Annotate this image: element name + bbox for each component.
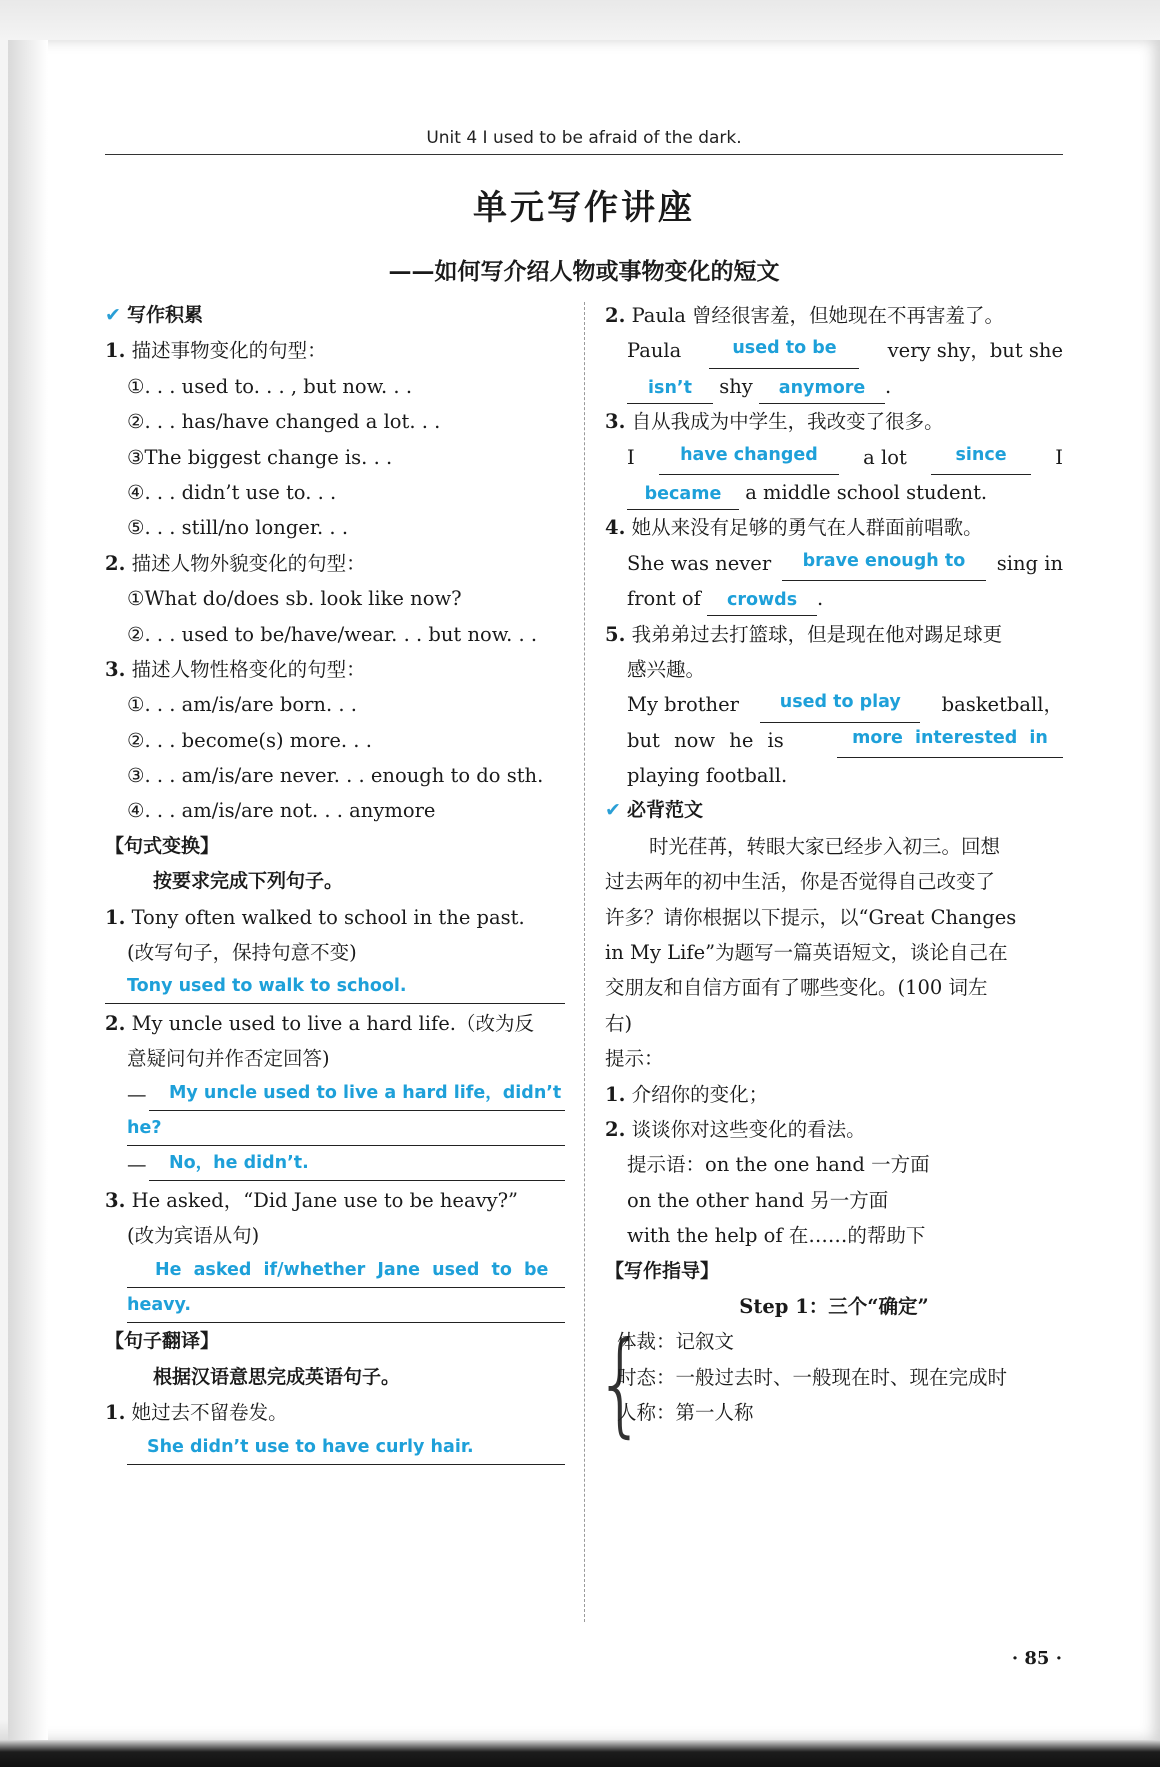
step-brace-group bbox=[595, 1318, 1063, 1449]
list-item: 2. 描述人物外貌变化的句型： bbox=[105, 551, 366, 575]
pattern-line: ④. . . am/is/are not. . . anymore bbox=[127, 799, 436, 823]
model-paragraph: 许多？请你根据以下提示，以“Great Changes bbox=[605, 905, 1017, 929]
pattern-line: ①What do/does sb. look like now? bbox=[127, 587, 462, 611]
hint-item: 1. 介绍你的变化； bbox=[605, 1082, 769, 1106]
checkmark-icon: ✔ bbox=[105, 304, 121, 326]
model-paragraph: 时光荏苒，转眼大家已经步入初三。回想 bbox=[649, 834, 1001, 858]
section-heading: ✔ 写作积累 bbox=[105, 298, 565, 333]
fill-line: playing football. bbox=[627, 764, 788, 788]
section-heading: 【写作指导】 bbox=[605, 1259, 720, 1282]
list-item: 1. 描述事物变化的句型： bbox=[105, 339, 327, 363]
column-divider bbox=[584, 302, 585, 1622]
exercise-question: 4. 她从来没有足够的勇气在人群面前唱歌。 bbox=[605, 516, 983, 540]
fill-line: but now he is more interested in bbox=[605, 723, 1063, 758]
pattern-line: ⑤. . . still/no longer. . . bbox=[127, 516, 349, 540]
answer-line: — My uncle used to live a hard life，didn’t bbox=[105, 1077, 565, 1112]
section-heading: 【句子翻译】 bbox=[105, 1330, 220, 1353]
step-item: 人称：第一人称 bbox=[617, 1401, 754, 1425]
answer-line: — No，he didn’t. bbox=[105, 1147, 565, 1182]
model-paragraph: 右) bbox=[605, 1011, 633, 1035]
phrase-hint: with the help of 在……的帮助下 bbox=[627, 1224, 926, 1248]
pattern-line: ②. . . used to be/have/wear. . . but now. . . bbox=[127, 622, 538, 646]
pattern-line: ②. . . become(s) more. . . bbox=[127, 728, 372, 752]
instruction: 按要求完成下列句子。 bbox=[153, 870, 344, 893]
exercise-question: 2. Paula 曾经很害羞，但她现在不再害羞了。 bbox=[605, 304, 1005, 327]
pattern-line: ③. . . am/is/are never. . . enough to do sth. bbox=[127, 764, 544, 788]
list-item: 3. 描述人物性格变化的句型： bbox=[105, 657, 366, 681]
exercise-question: 3. 自从我成为中学生，我改变了很多。 bbox=[605, 410, 944, 434]
model-paragraph: 过去两年的初中生活，你是否觉得自己改变了 bbox=[605, 870, 996, 894]
answer-line: heavy. bbox=[105, 1289, 565, 1324]
exercise-question: 2. My uncle used to live a hard life.（改为反 bbox=[105, 1011, 534, 1035]
instruction: 根据汉语意思完成英语句子。 bbox=[153, 1365, 401, 1388]
pattern-line: ①. . . am/is/are born. . . bbox=[127, 693, 357, 717]
exercise-question: 1. Tony often walked to school in the past. bbox=[105, 905, 525, 929]
exercise-note: 意疑问句并作否定回答) bbox=[127, 1047, 330, 1071]
page-subtitle: ——如何写介绍人物或事物变化的短文 bbox=[388, 258, 780, 285]
fill-line: Paula used to be very shy，but she bbox=[605, 333, 1063, 368]
fill-line: isn’t shy anymore . bbox=[605, 369, 1063, 404]
exercise-question: 1. 她过去不留卷发。 bbox=[105, 1401, 288, 1425]
pattern-line: ④. . . didn’t use to. . . bbox=[127, 480, 337, 504]
answer-line: He asked if/whether Jane used to be bbox=[105, 1254, 565, 1289]
pattern-line: ①. . . used to. . . , but now. . . bbox=[127, 374, 413, 398]
model-paragraph: in My Life”为题写一篇英语短文，谈论自己在 bbox=[605, 941, 1008, 965]
fill-line: became a middle school student. bbox=[605, 475, 1063, 510]
page-number: · 85 · bbox=[1011, 1648, 1062, 1669]
phrase-hint: 提示语：on the one hand 一方面 bbox=[627, 1153, 930, 1177]
exercise-question: 5. 我弟弟过去打篮球，但是现在他对踢足球更 bbox=[605, 622, 1003, 646]
exercise-question: 3. He asked，“Did Jane use to be heavy?” bbox=[105, 1188, 519, 1212]
page-title: 单元写作讲座 bbox=[473, 188, 695, 228]
fill-line: front of crowds . bbox=[605, 581, 1063, 616]
right-column bbox=[595, 298, 1063, 1449]
step-heading: Step 1：三个“确定” bbox=[739, 1294, 929, 1318]
step-item: 时态：一般过去时、一般现在时、现在完成时 bbox=[617, 1365, 1008, 1389]
header-rule bbox=[105, 154, 1063, 155]
checkmark-icon: ✔ bbox=[605, 799, 621, 822]
answer-line: She didn’t use to have curly hair. bbox=[105, 1431, 565, 1466]
section-heading: ✔ 必背范文 bbox=[605, 793, 1063, 828]
model-paragraph: 交朋友和自信方面有了哪些变化。(100 词左 bbox=[605, 976, 988, 1000]
hint-item: 2. 谈谈你对这些变化的看法。 bbox=[605, 1117, 866, 1141]
left-column bbox=[105, 298, 565, 1466]
fill-line: She was never brave enough to sing in bbox=[605, 546, 1063, 581]
section-heading: 【句式变换】 bbox=[105, 834, 220, 857]
pattern-line: ③The biggest change is. . . bbox=[127, 445, 393, 469]
phrase-hint: on the other hand 另一方面 bbox=[627, 1188, 889, 1212]
exercise-note: (改为宾语从句) bbox=[127, 1224, 260, 1248]
fill-line: I have changed a lot since I bbox=[605, 440, 1063, 475]
book-page bbox=[8, 40, 1160, 1740]
fill-line: My brother used to play basketball， bbox=[605, 687, 1063, 722]
brace-icon: { bbox=[595, 1318, 646, 1449]
answer-line: he? bbox=[105, 1112, 565, 1147]
answer-line: Tony used to walk to school. bbox=[105, 970, 565, 1005]
running-header: Unit 4 I used to be afraid of the dark. bbox=[426, 128, 742, 148]
hint-label: 提示： bbox=[605, 1047, 664, 1071]
step-item: 体裁：记叙文 bbox=[617, 1330, 735, 1354]
pattern-line: ②. . . has/have changed a lot. . . bbox=[127, 410, 441, 434]
exercise-question-cont: 感兴趣。 bbox=[627, 657, 706, 681]
exercise-note: (改写句子，保持句意不变) bbox=[127, 941, 357, 965]
